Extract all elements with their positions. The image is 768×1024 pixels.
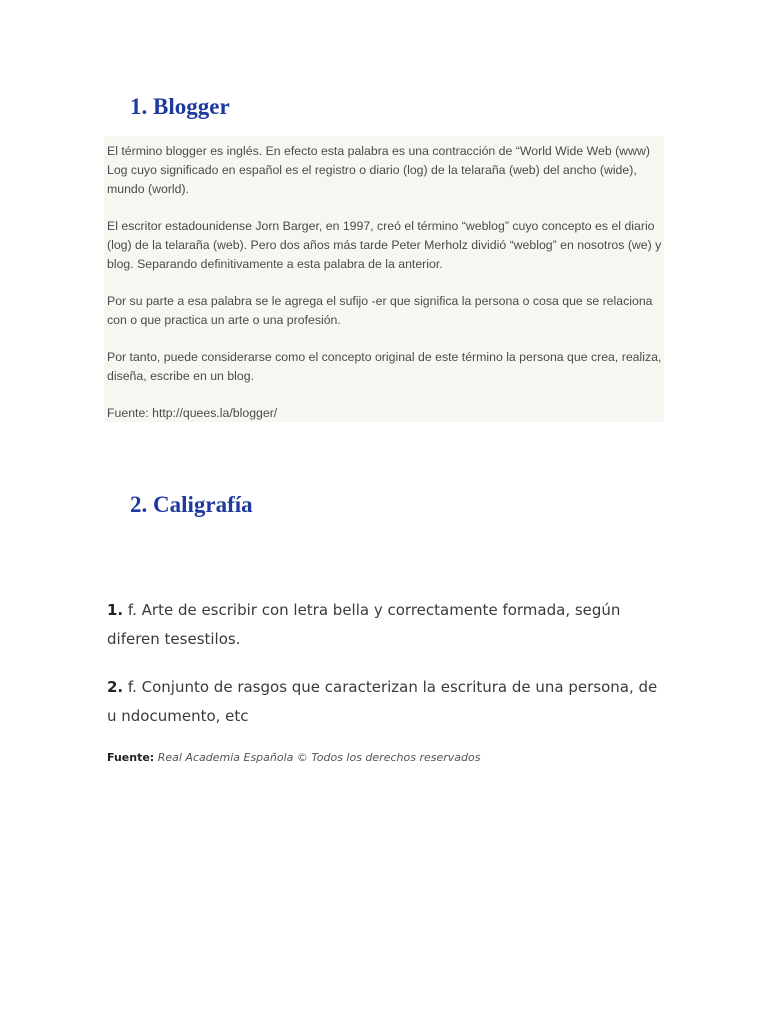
source-label: Fuente: bbox=[107, 751, 155, 764]
section-title-caligrafia: 2. Caligrafía bbox=[130, 492, 253, 517]
definition-item bbox=[107, 673, 667, 731]
definition-item bbox=[107, 596, 667, 654]
definition-number: 1. bbox=[107, 601, 124, 619]
section-title-blogger: 1. Blogger bbox=[130, 94, 230, 119]
definition-text: f. Arte de escribir con letra bella y correctamente formada, según diferen tesestilos. bbox=[107, 601, 621, 648]
definition-number: 2. bbox=[107, 678, 124, 696]
blogger-paragraph: Por tanto, puede considerarse como el concepto original de este término la persona que crea, realiza, diseña, escribe en un blog. bbox=[107, 350, 662, 383]
definition-text: f. Conjunto de rasgos que caracterizan la escritura de una persona, de u ndocumento, etc bbox=[107, 678, 658, 725]
blogger-paragraph: Por su parte a esa palabra se le agrega el sufijo -er que significa la persona o cosa que se relaciona con o que practica un arte o una profesión. bbox=[107, 294, 653, 327]
blogger-paragraph: El escritor estadounidense Jorn Barger, en 1997, creó el término “weblog” cuyo concepto es el diario (log) de la telaraña (web). Pero dos años más tarde Peter Merholz dividió “weblog” en nosotros (we) y blog. Separando definitivamente a esta palabra de la anterior. bbox=[107, 219, 662, 271]
caligrafia-source bbox=[107, 751, 480, 764]
blogger-paragraph: El término blogger es inglés. En efecto esta palabra es una contracción de “World Wide Web (www) Log cuyo significado en español es el registro o diario (log) de la telaraña (web) del ancho (wide), mundo (world). bbox=[107, 144, 650, 196]
blogger-source: Fuente: http://quees.la/blogger/ bbox=[107, 406, 278, 420]
blogger-quote-box bbox=[104, 136, 664, 422]
source-text: Real Academia Española © Todos los derechos reservados bbox=[154, 751, 481, 764]
